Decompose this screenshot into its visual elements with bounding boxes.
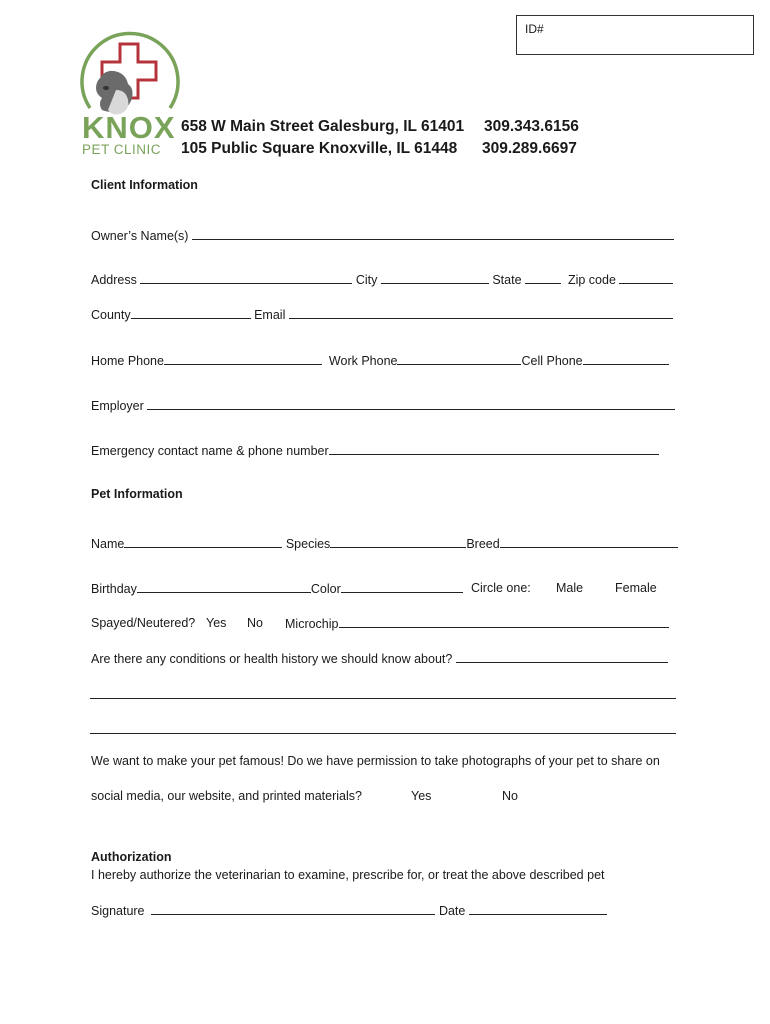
pet-name-label: Name (91, 537, 125, 551)
conditions-line-2[interactable] (90, 698, 676, 699)
email-field[interactable] (289, 306, 673, 319)
pet-name-field[interactable] (124, 535, 282, 548)
emergency-field[interactable] (329, 442, 659, 455)
phone-row (91, 352, 669, 369)
circle-one-label: Circle one: (471, 581, 531, 595)
owner-name-field[interactable] (192, 227, 674, 240)
microchip-row (285, 615, 669, 632)
zip-label: Zip code (567, 273, 616, 287)
conditions-label: Are there any conditions or health history we should know about? (91, 652, 453, 666)
spayed-option-yes[interactable]: Yes (206, 616, 227, 630)
pet-name-row (91, 535, 678, 552)
city-field[interactable] (381, 271, 489, 284)
color-field[interactable] (341, 580, 463, 593)
cell-phone-field[interactable] (583, 352, 669, 365)
spayed-option-no[interactable]: No (247, 616, 263, 630)
employer-field[interactable] (147, 397, 675, 410)
id-field[interactable] (516, 15, 754, 55)
color-label: Color (310, 582, 341, 596)
photo-question-line-1: We want to make your pet famous! Do we have permission to take photographs of your pet to share on (91, 754, 660, 768)
address-row (91, 271, 673, 288)
home-phone-label: Home Phone (91, 354, 164, 368)
authorization-text: I hereby authorize the veterinarian to examine, prescribe for, or treat the above described pet (91, 868, 605, 882)
county-row (91, 306, 673, 323)
microchip-field[interactable] (339, 615, 669, 628)
client-info-heading: Client Information (91, 178, 198, 192)
microchip-label: Microchip (285, 617, 339, 631)
breed-field[interactable] (500, 535, 678, 548)
authorization-heading: Authorization (91, 850, 172, 864)
date-label: Date (438, 904, 466, 918)
zip-field[interactable] (619, 271, 673, 284)
location-2-address: 105 Public Square Knoxville, IL 61448 (181, 140, 458, 157)
birthday-field[interactable] (137, 580, 311, 593)
email-label: Email (254, 308, 286, 322)
sex-option-male[interactable]: Male (556, 581, 584, 595)
county-field[interactable] (131, 306, 251, 319)
work-phone-label: Work Phone (328, 354, 398, 368)
cell-phone-label: Cell Phone (521, 354, 583, 368)
owner-row (91, 227, 674, 244)
breed-label: Breed (466, 537, 500, 551)
species-field[interactable] (330, 535, 466, 548)
signature-row (91, 902, 607, 919)
sex-option-female[interactable]: Female (615, 581, 657, 595)
conditions-row (91, 650, 668, 667)
home-phone-field[interactable] (164, 352, 322, 365)
work-phone-field[interactable] (397, 352, 521, 365)
signature-field[interactable] (151, 902, 435, 915)
state-label: State (492, 273, 522, 287)
location-1-address: 658 W Main Street Galesburg, IL 61401 (181, 118, 465, 135)
species-label: Species (285, 537, 331, 551)
conditions-field[interactable] (456, 650, 668, 663)
birthday-label: Birthday (91, 582, 137, 596)
county-label: County (91, 308, 131, 322)
logo-subtitle: PET CLINIC (82, 142, 162, 157)
date-field[interactable] (469, 902, 607, 915)
address-field[interactable] (140, 271, 352, 284)
employer-row (91, 397, 675, 414)
birthday-row (91, 580, 463, 597)
id-label: ID# (525, 22, 544, 36)
photo-option-no[interactable]: No (502, 789, 518, 803)
signature-label: Signature (91, 904, 145, 918)
pet-info-heading: Pet Information (91, 487, 183, 501)
spayed-label: Spayed/Neutered? (91, 616, 196, 630)
knox-pet-clinic-logo (78, 28, 182, 158)
emergency-label: Emergency contact name & phone number (91, 444, 329, 458)
photo-question-line-2: social media, our website, and printed materials? (91, 789, 362, 803)
photo-option-yes[interactable]: Yes (411, 789, 432, 803)
location-1-phone: 309.343.6156 (484, 118, 579, 135)
state-field[interactable] (525, 271, 561, 284)
logo-word: KNOX (82, 110, 176, 145)
conditions-line-3[interactable] (90, 733, 676, 734)
city-label: City (355, 273, 378, 287)
address-label: Address (91, 273, 137, 287)
emergency-row (91, 442, 659, 459)
employer-label: Employer (91, 399, 144, 413)
location-2-phone: 309.289.6697 (482, 140, 577, 157)
owner-label: Owner’s Name(s) (91, 229, 189, 243)
